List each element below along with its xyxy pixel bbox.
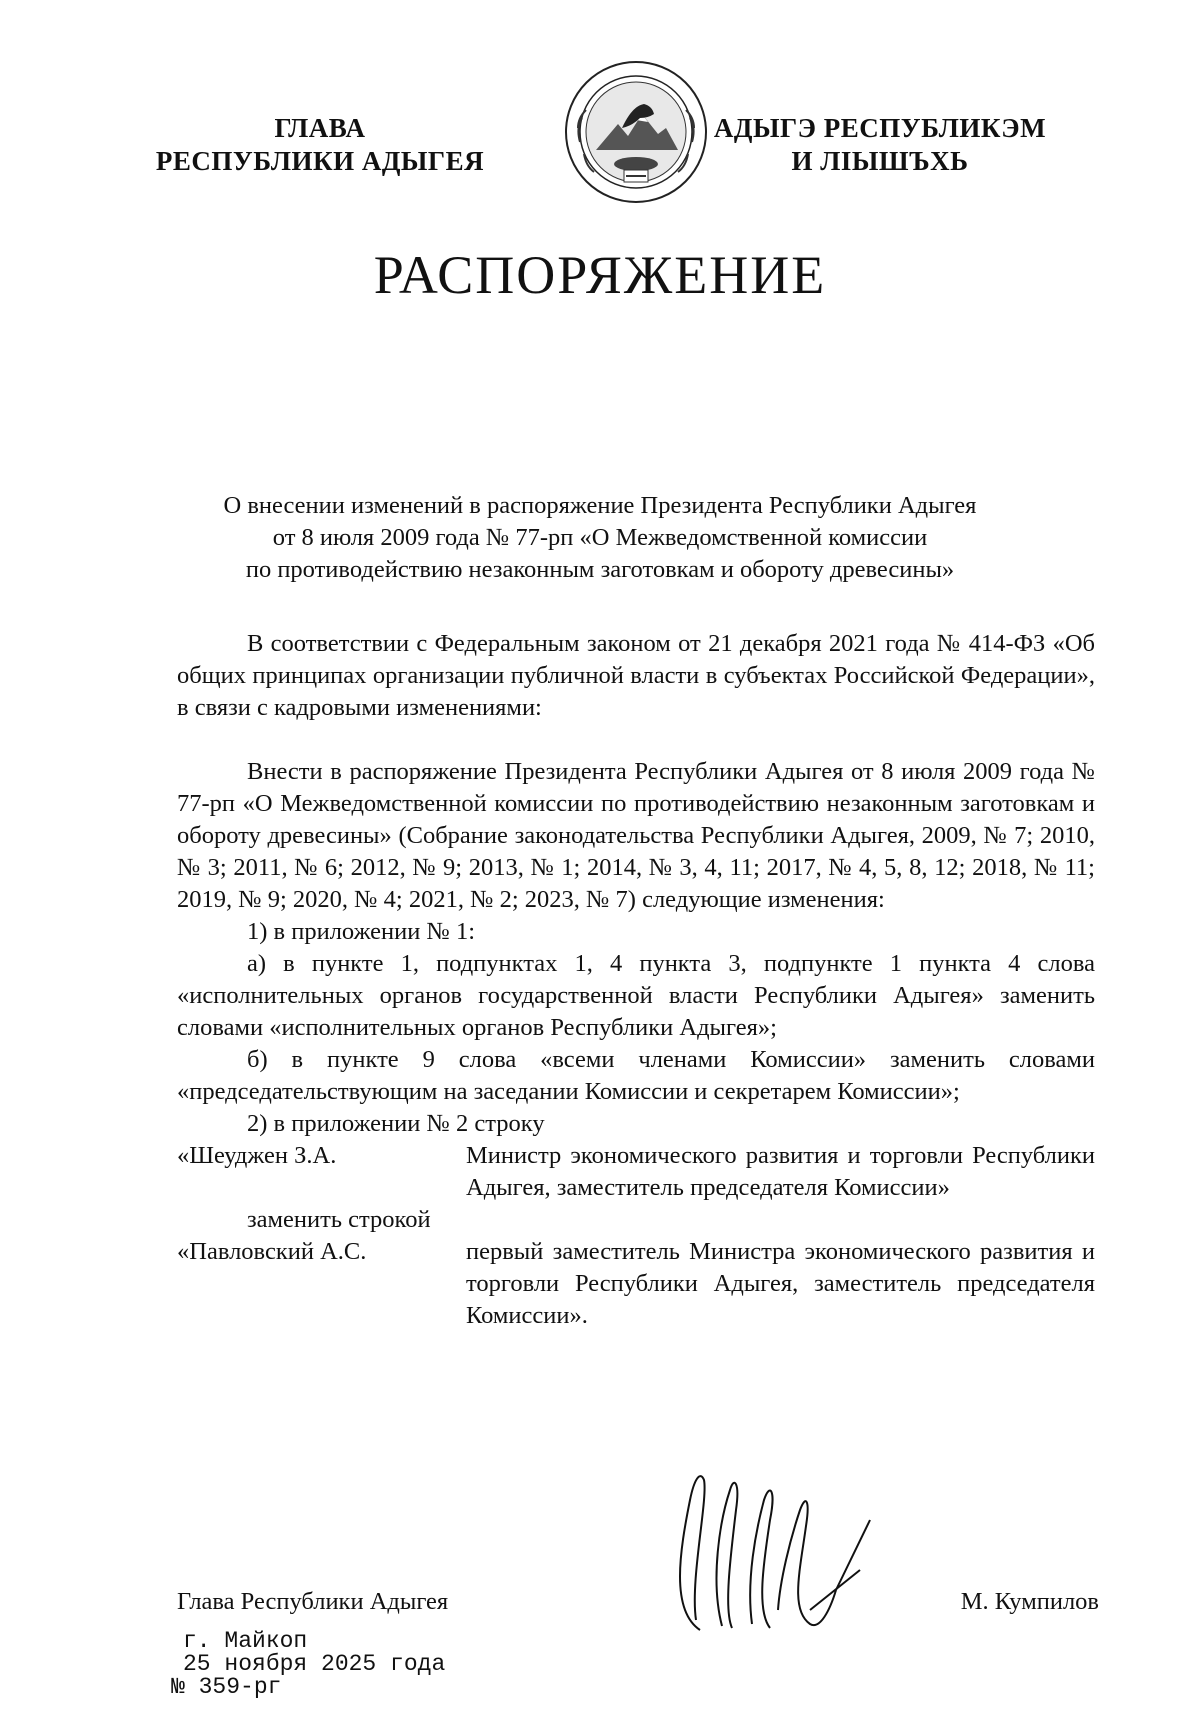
- item-1b: б) в пункте 9 слова «всеми членами Комиссии» заменить словами «председательствующим на заседании Комиссии и секретарем Комиссии»;: [177, 1046, 1095, 1105]
- replace-with-text: заменить строкой: [247, 1206, 431, 1233]
- new-row-description: первый заместитель Министра экономического развития и торговли Республики Адыгея, заместитель председателя Комиссии».: [466, 1238, 1095, 1329]
- item-2: 2) в приложении № 2 строку: [247, 1110, 545, 1137]
- preamble-paragraph: В соответствии с Федеральным законом от 21 декабря 2021 года № 414-ФЗ «Об общих принципах организации публичной власти в субъектах Российской Федерации», в связи с кадровыми изменениями:: [177, 630, 1095, 721]
- new-row-name: «Павловский А.С.: [177, 1238, 367, 1265]
- document-city: г. Майкоп: [183, 1628, 308, 1654]
- document-meta: [171, 1628, 446, 1700]
- subject-line-1: О внесении изменений в распоряжение Президента Республики Адыгея: [223, 492, 977, 519]
- item-1: 1) в приложении № 1:: [247, 918, 476, 945]
- document-date: 25 ноября 2025 года: [183, 1651, 446, 1677]
- issuer-title-russian: [120, 112, 520, 178]
- subject-line-2: от 8 июля 2009 года № 77-рп «О Межведомственной комиссии: [272, 524, 928, 551]
- document-subject: [150, 490, 1050, 586]
- old-row-name: «Шеуджен З.А.: [177, 1142, 337, 1169]
- handwritten-signature-icon: [660, 1460, 880, 1650]
- item-1a: а) в пункте 1, подпунктах 1, 4 пункта 3, подпункте 1 пункта 4 слова «исполнительных органов государственной власти Республики Адыгея» заменить словами «исполнительных органов Республики Адыгея»;: [177, 950, 1095, 1041]
- subject-line-3: по противодействию незаконным заготовкам и обороту древесины»: [245, 556, 955, 583]
- new-row: [177, 1236, 1095, 1332]
- main-paragraph: Внести в распоряжение Президента Республики Адыгея от 8 июля 2009 года № 77-рп «О Межведомственной комиссии по противодействию незаконным заготовкам и обороту древесины» (Собрание законодательства Республики Адыгея, 2009, № 7; 2010, № 3; 2011, № 6; 2012, № 9; 2013, № 1; 2014, № 3, 4, 11; 2017, № 4, 5, 8, 12; 2018, № 11; 2019, № 9; 2020, № 4; 2021, № 2; 2023, № 7) следующие изменения:: [177, 758, 1095, 913]
- document-body: [177, 628, 1095, 1332]
- issuer-line-2: РЕСПУБЛИКИ АДЫГЕЯ: [155, 146, 485, 176]
- issuer-adyghe-line-2: И ЛІЫШЪХЬ: [791, 146, 969, 176]
- old-row: [177, 1140, 1095, 1204]
- issuer-title-adyghe: [680, 112, 1080, 178]
- issuer-line-1: ГЛАВА: [274, 113, 366, 143]
- document-number: № 359-рг: [171, 1674, 282, 1700]
- issuer-adyghe-line-1: АДЫГЭ РЕСПУБЛИКЭМ: [713, 113, 1047, 143]
- old-row-description: Министр экономического развития и торговли Республики Адыгея, заместитель председателя Комиссии»: [466, 1142, 1095, 1201]
- signatory-position: Глава Республики Адыгея: [177, 1588, 449, 1615]
- signatory-name: М. Кумпилов: [960, 1588, 1099, 1615]
- document-title: РАСПОРЯЖЕНИЕ: [373, 245, 827, 305]
